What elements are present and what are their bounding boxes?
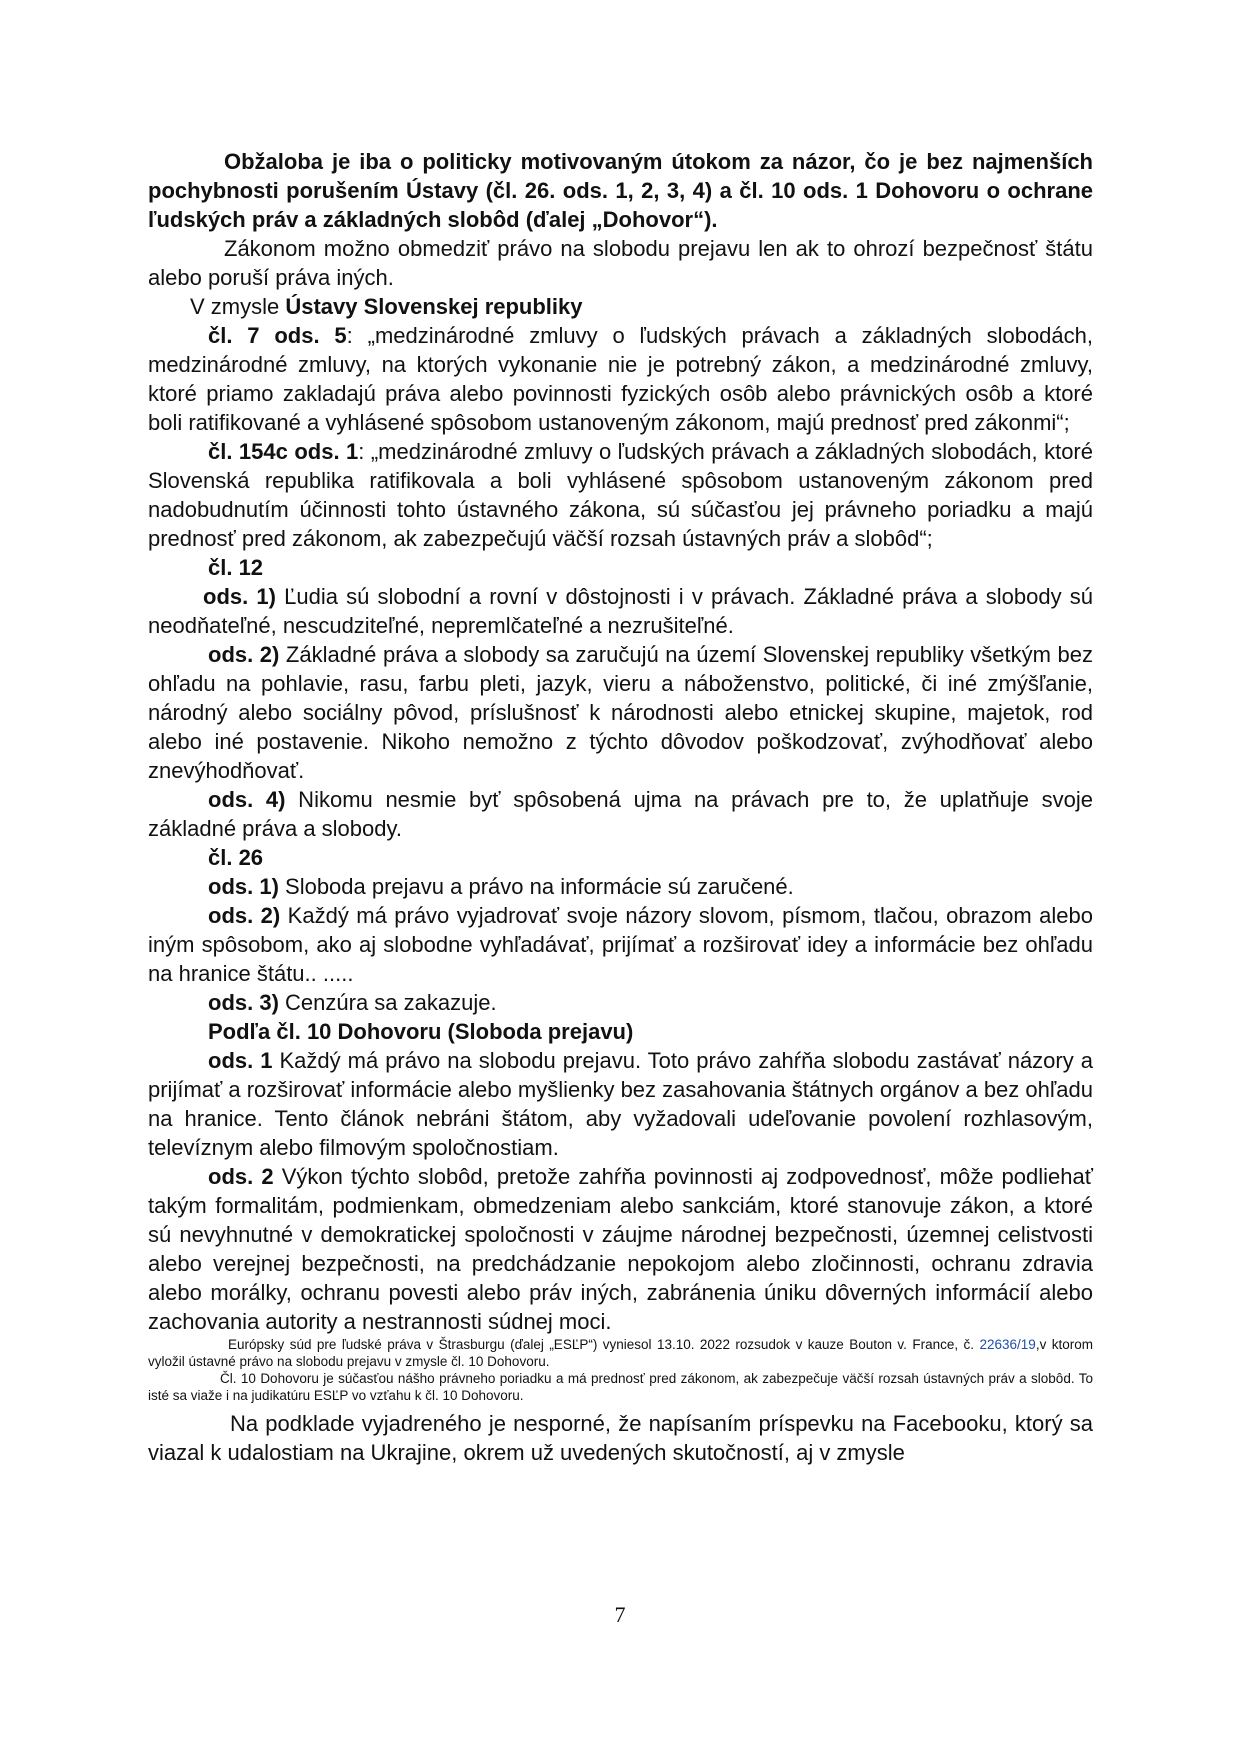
conv10-ods2-label: ods. 2 [208,1164,274,1189]
paragraph-article-7 [148,321,1093,437]
convention-article-10-heading: Podľa čl. 10 Dohovoru (Sloboda prejavu) [208,1019,634,1044]
art12-ods2-label: ods. 2) [208,642,280,667]
conv10-ods1-label: ods. 1 [208,1048,273,1073]
constitution-title: Ústavy Slovenskej republiky [285,294,583,319]
document-page [148,147,1093,1467]
article-7-text: : „medzinárodné zmluvy o ľudských právach a základných slobodách, medzinárodné zmluvy, na ktorých vykonanie nie je potrebný zákon, a medzinárodné zmluvy, ktoré priamo zakladajú práva alebo povinnosti fyzických osôb alebo právnických osôb a ktoré boli ratifikované a vyhlásené spôsobom ustanoveným zákonom, majú prednosť pred zákonmi“; [148,323,1093,435]
footnote-convention-precedence: Čl. 10 Dohovoru je súčasťou nášho právneho poriadku a má prednosť pred zákonom, ak zabezpečuje väčší rozsah ústavných práv a slobôd. To isté sa viaže i na judikatúru ESĽP vo vzťahu k čl. 10 Dohovoru. [148,1371,1093,1403]
heading-article-12 [148,553,1093,582]
article-26-heading: čl. 26 [208,845,264,870]
paragraph-restriction: Zákonom možno obmedziť právo na slobodu prejavu len ak to ohrozí bezpečnosť štátu alebo poruší práva iných. [148,236,1093,290]
paragraph-conv10-ods1 [148,1046,1093,1162]
paragraph-art26-ods1 [148,872,1093,901]
paragraph-art26-ods3 [148,988,1093,1017]
paragraph-indictment-text: Obžaloba je iba o politicky motivovaným útokom za názor, čo je bez najmenších pochybnosti porušením Ústavy (čl. 26. ods. 1, 2, 3, 4) a čl. 10 ods. 1 Dohovoru o ochrane ľudských práv a základných slobôd (ďalej „Dohovor“). [148,149,1093,232]
article-154c-text: : „medzinárodné zmluvy o ľudských právach a základných slobodách, ktoré Slovenská republika ratifikovala a boli vyhlásené spôsobom ustanoveným zákonom pred nadobudnutím účinnosti tohto ústavného zákona, sú súčasťou jej právneho poriadku a majú prednosť pred zákonom, ak zabezpečujú väčší rozsah ústavných práv a slobôd“; [148,439,1093,551]
footnote-echr-judgment [148,1336,1093,1370]
page-number: 7 [614,1602,626,1627]
art12-ods1-text: Ľudia sú slobodní a rovní v dôstojnosti i v právach. Základné práva a slobody sú neodňateľné, nescudziteľné, nepremlčateľné a nezrušiteľné. [148,584,1093,638]
paragraph-art12-ods2 [148,640,1093,785]
footnote-echr-text-after: ,v ktorom vyložil ústavné právo na slobodu prejavu v zmysle čl. 10 Dohovoru. [148,1337,1094,1369]
art12-ods4-label: ods. 4) [208,787,286,812]
art12-ods1-label: ods. 1) [203,584,276,609]
paragraph-conclusion: Na podklade vyjadreného je nesporné, že napísaním príspevku na Facebooku, ktorý sa viazal k udalostiam na Ukrajine, okrem už uvedených skutočností, aj v zmysle [148,1411,1093,1465]
constitution-intro-prefix: V zmysle [190,294,286,319]
conv10-ods2-text: Výkon týchto slobôd, pretože zahŕňa povinnosti aj zodpovednosť, môže podliehať takým formalitám, podmienkam, obmedzeniam alebo sankciám, ktoré stanovuje zákon, a ktoré sú nevyhnutné v demokratickej spoločnosti v záujme národnej bezpečnosti, územnej celistvosti alebo verejnej bezpečnosti, na predchádzanie nepokojom alebo zločinnosti, ochranu zdravia alebo morálky, ochranu povesti alebo práv iných, zabránenia úniku dôverných informácií alebo zachovania autority a nestrannosti súdnej moci. [148,1164,1093,1334]
art26-ods3-label: ods. 3) [208,990,279,1015]
paragraph-indictment [148,147,1093,234]
paragraph-art26-ods2 [148,901,1093,988]
art26-ods1-text: Sloboda prejavu a právo na informácie sú zaručené. [278,874,794,899]
art26-ods1-label: ods. 1) [208,874,279,899]
paragraph-art12-ods1 [148,582,1093,640]
paragraph-constitution-intro [148,292,1093,321]
article-154c-label: čl. 154c ods. 1 [208,439,359,464]
art26-ods2-text: Každý má právo vyjadrovať svoje názory slovom, písmom, tlačou, obrazom alebo iným spôsobom, ako aj slobodne vyhľadávať, prijímať a rozširovať idey a informácie bez ohľadu na hranice štátu.. ..... [148,903,1093,986]
conv10-ods1-text: Každý má právo na slobodu prejavu. Toto právo zahŕňa slobodu zastávať názory a prijímať a rozširovať informácie alebo myšlienky bez zasahovania štátnych orgánov a bez ohľadu na hranice. Tento článok nebráni štátom, aby vyžadovali udeľovanie povolení rozhlasovým, televíznym alebo filmovým spoločnostiam. [148,1048,1093,1160]
art12-ods2-text: Základné práva a slobody sa zaručujú na území Slovenskej republiky všetkým bez ohľadu na pohlavie, rasu, farbu pleti, jazyk, vieru a náboženstvo, politické, či iné zmýšľanie, národný alebo sociálny pôvod, príslušnosť k národnosti alebo etnickej skupine, majetok, rod alebo iné postavenie. Nikoho nemožno z týchto dôvodov poškodzovať, zvýhodňovať alebo znevýhodňovať. [148,642,1094,783]
article-7-label: čl. 7 ods. 5 [208,323,347,348]
heading-convention-article-10 [148,1017,1093,1046]
article-12-heading: čl. 12 [208,555,264,580]
paragraph-art12-ods4 [148,785,1093,843]
art12-ods4-text: Nikomu nesmie byť spôsobená ujma na právach pre to, že uplatňuje svoje základné práva a slobody. [148,787,1093,841]
footnote-echr-text-before: Európsky súd pre ľudské práva v Štrasburgu (ďalej „ESĽP“) vyniesol 13.10. 2022 rozsudok v kauze Bouton v. France, č. [228,1337,980,1352]
case-number-link[interactable]: 22636/19 [979,1337,1036,1352]
paragraph-conv10-ods2 [148,1162,1093,1336]
paragraph-article-154c [148,437,1093,553]
art26-ods2-label: ods. 2) [208,903,281,928]
art26-ods3-text: Cenzúra sa zakazuje. [278,990,497,1015]
heading-article-26 [148,843,1093,872]
